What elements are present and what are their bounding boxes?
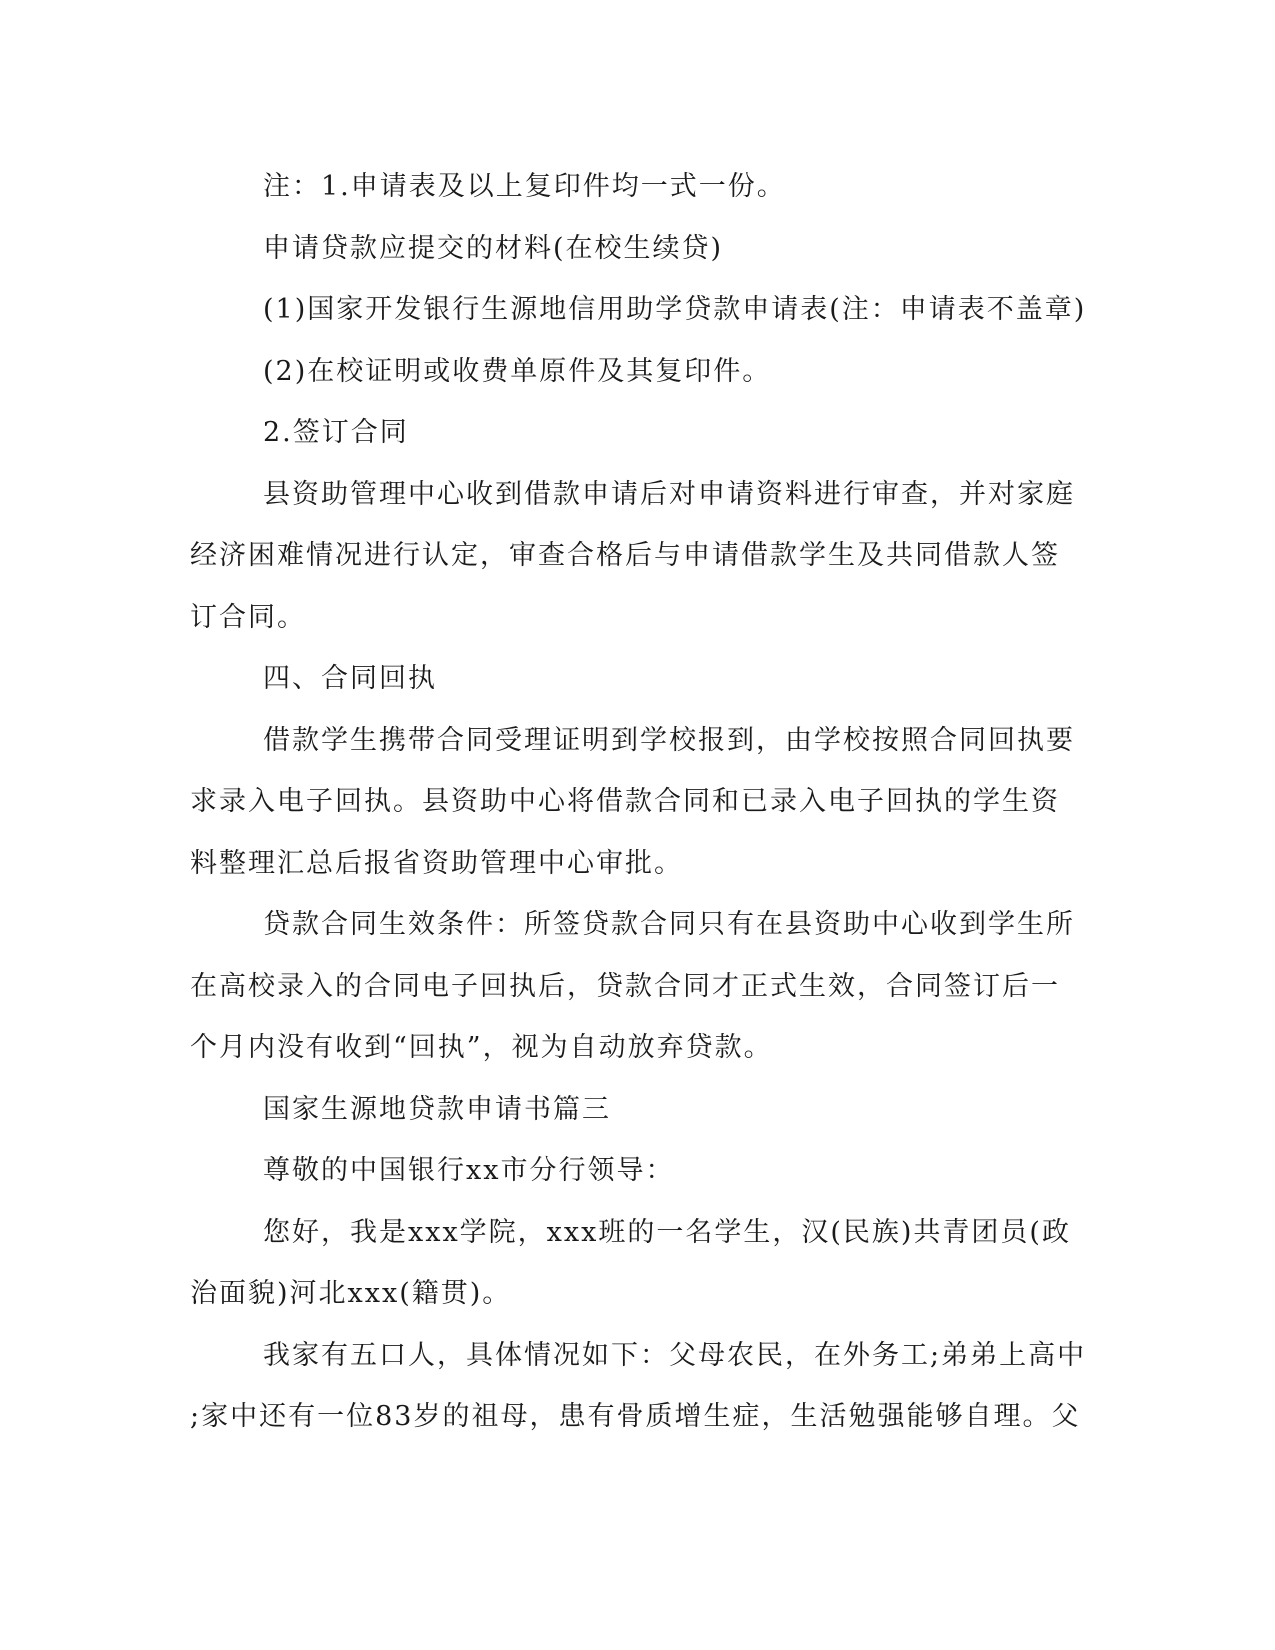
document-body bbox=[190, 156, 1090, 1448]
paragraph-line: 贷款合同生效条件：所签贷款合同只有在县资助中心收到学生所 bbox=[263, 909, 1075, 940]
section-heading: 2.签订合同 bbox=[263, 417, 409, 448]
paragraph-line: (2)在校证明或收费单原件及其复印件。 bbox=[263, 355, 772, 387]
paragraph-line: 个月内没有收到“回执”，视为自动放弃贷款。 bbox=[190, 1032, 773, 1063]
section-heading: 四、合同回执 bbox=[263, 663, 437, 694]
paragraph-line: 经济困难情况进行认定，审查合格后与申请借款学生及共同借款人签 bbox=[190, 540, 1060, 571]
paragraph-line: 借款学生携带合同受理证明到学校报到，由学校按照合同回执要 bbox=[263, 724, 1075, 756]
paragraph-line: 治面貌)河北xxx(籍贯)。 bbox=[190, 1278, 512, 1309]
salutation: 尊敬的中国银行xx市分行领导： bbox=[263, 1155, 675, 1186]
paragraph-line: 求录入电子回执。县资助中心将借款合同和已录入电子回执的学生资 bbox=[190, 786, 1060, 817]
paragraph-line: 申请贷款应提交的材料(在校生续贷) bbox=[263, 232, 724, 264]
paragraph-line: 县资助管理中心收到借款申请后对申请资料进行审查，并对家庭 bbox=[263, 478, 1075, 510]
paragraph-line: 我家有五口人，具体情况如下：父母农民，在外务工;弟弟上高中 bbox=[263, 1339, 1087, 1371]
paragraph-line: (1)国家开发银行生源地信用助学贷款申请表(注：申请表不盖章) bbox=[263, 294, 1087, 325]
paragraph-line: 订合同。 bbox=[190, 601, 306, 633]
section-heading: 国家生源地贷款申请书篇三 bbox=[263, 1093, 611, 1125]
paragraph-line: 您好，我是xxx学院，xxx班的一名学生，汉(民族)共青团员(政 bbox=[263, 1216, 1071, 1248]
paragraph-line: 注：1.申请表及以上复印件均一式一份。 bbox=[263, 171, 786, 202]
paragraph-line: ;家中还有一位83岁的祖母，患有骨质增生症，生活勉强能够自理。父 bbox=[190, 1401, 1081, 1432]
paragraph-line: 在高校录入的合同电子回执后，贷款合同才正式生效，合同签订后一 bbox=[190, 970, 1060, 1002]
paragraph-line: 料整理汇总后报省资助管理中心审批。 bbox=[190, 847, 683, 879]
